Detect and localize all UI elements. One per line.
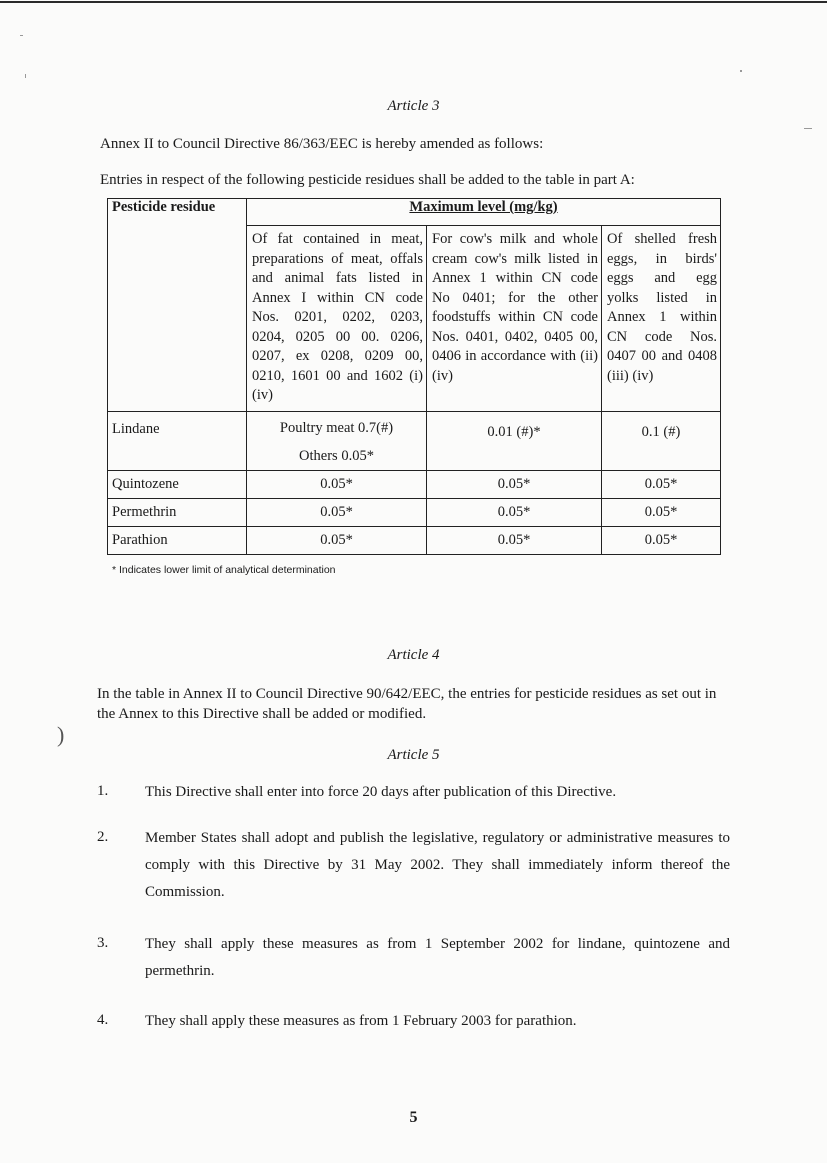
item-text: This Directive shall enter into force 20 days after publication of this Directive. xyxy=(145,784,617,800)
item-text: Member States shall adopt and publish the legislative, regulatory or administrative measures to comply with this Directive by 31 May 2002. They shall immediately inform thereof the Commission. xyxy=(145,830,730,900)
eggs-value: 0.05* xyxy=(602,471,721,499)
item-number: 3. xyxy=(97,935,109,951)
article-4-text: In the table in Annex II to Council Directive 90/642/EEC, the entries for pesticide residues as set out in the Annex to this Directive shall be added or modified. xyxy=(97,686,717,722)
eggs-value: 0.05* xyxy=(602,527,721,555)
meat-value: 0.05* xyxy=(247,499,427,527)
meat-value-line: Poultry meat 0.7(#) xyxy=(279,420,394,436)
item-number: 4. xyxy=(97,1012,109,1028)
table-footnote: * Indicates lower limit of analytical determination xyxy=(112,564,336,576)
table-row xyxy=(108,412,721,471)
eggs-value: 0.1 (#) xyxy=(602,412,721,471)
article-3-heading: Article 3 xyxy=(387,98,440,114)
article-3-intro: Annex II to Council Directive 86/363/EEC is hereby amended as follows: xyxy=(100,136,544,152)
scan-mark: ) xyxy=(57,722,65,747)
item-number: 1. xyxy=(97,783,109,799)
meat-value: 0.05* xyxy=(247,527,427,555)
item-text: They shall apply these measures as from 1 September 2002 for lindane, quintozene and permethrin. xyxy=(145,936,730,979)
article-4-heading: Article 4 xyxy=(387,647,440,663)
table-row xyxy=(108,527,721,555)
milk-value: 0.05* xyxy=(427,499,602,527)
meat-value-line: Others 0.05* xyxy=(299,448,374,464)
table-row xyxy=(108,471,721,499)
table-row xyxy=(108,499,721,527)
item-number: 2. xyxy=(97,829,109,845)
residue-name: Parathion xyxy=(108,527,247,555)
scan-speck xyxy=(25,74,26,78)
subheader-eggs: Of shelled fresh eggs, in birds' eggs and egg yolks listed in Annex 1 within CN code Nos. 0407 00 and 0408 (iii) (iv) xyxy=(602,226,721,412)
residue-name: Lindane xyxy=(108,412,247,471)
milk-value: 0.01 (#)* xyxy=(427,412,602,471)
pesticide-residue-table xyxy=(107,198,721,555)
milk-value: 0.05* xyxy=(427,527,602,555)
top-rule xyxy=(0,1,827,3)
milk-value: 0.05* xyxy=(427,471,602,499)
residue-name: Permethrin xyxy=(108,499,247,527)
meat-value xyxy=(247,412,427,471)
header-maximum-level xyxy=(247,199,721,226)
header-maximum-level-text: Maximum level (mg/kg) xyxy=(409,199,558,215)
item-text: They shall apply these measures as from 1 February 2003 for parathion. xyxy=(145,1013,577,1029)
article-5-heading: Article 5 xyxy=(387,747,440,763)
subheader-milk: For cow's milk and whole cream cow's milk listed in Annex 1 within CN code No 0401; for the other foodstuffs within CN code Nos. 0401, 0402, 0405 00, 0406 in accordance with (ii) (iv) xyxy=(427,226,602,412)
eggs-value: 0.05* xyxy=(602,499,721,527)
scan-speck xyxy=(740,70,742,72)
article-3-lead: Entries in respect of the following pesticide residues shall be added to the table in part A: xyxy=(100,172,635,188)
header-pesticide-residue: Pesticide residue xyxy=(108,199,247,412)
meat-value: 0.05* xyxy=(247,471,427,499)
scan-speck xyxy=(804,128,812,129)
page-number: 5 xyxy=(409,1109,418,1126)
subheader-meat: Of fat contained in meat, preparations of meat, offals and animal fats listed in Annex I within CN code Nos. 0201, 0202, 0203, 0204, 0205 00 00. 0206, 0207, ex 0208, 0209 00, 0210, 1601 00 and 1602 (i) (iv) xyxy=(247,226,427,412)
residue-name: Quintozene xyxy=(108,471,247,499)
scan-speck xyxy=(20,35,23,36)
